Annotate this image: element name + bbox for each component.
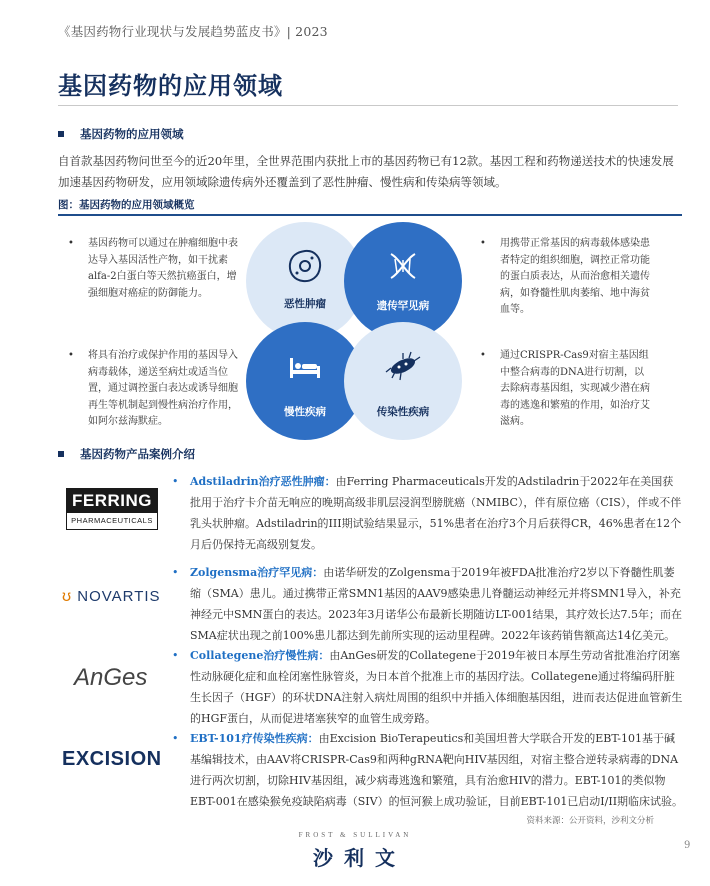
title-divider — [58, 105, 678, 106]
case-text: 由AnGes研发的Collategene于2019年被日本厚生劳动省批准治疗闭塞性动脉硬化症和血栓闭塞性脉管炎，为日本首个批准上市的基因疗法。Collategene通过将编码肝脏生长因子（HGF）的环状DNA注射入病灶周围的组织中并插入体细胞基因组，进而表达促进血管新生的HGF蛋白，从而促进堵塞狭窄的血管生成旁路。 — [190, 649, 683, 725]
bullet-text: 将具有治疗或保护作用的基因导入病毒载体，递送至病灶或适当位置，通过调控蛋白表达或诱导细胞再生等机制起到慢性病治疗作用，如阿尔兹海默症。 — [88, 350, 238, 427]
source-note: 资料来源：公开资料，沙利文分析 — [526, 816, 654, 826]
anges-logo: AnGes — [74, 664, 148, 691]
novartis-flame-icon: ʊ — [62, 588, 73, 605]
ferring-logo — [66, 488, 158, 530]
square-bullet-icon — [58, 451, 64, 457]
bullet-infectious — [480, 348, 652, 431]
figure-divider — [58, 214, 682, 216]
brand-english: FROST & SULLIVAN — [298, 831, 412, 839]
bullet-chronic — [68, 348, 240, 431]
bullet-dot-icon: • — [480, 350, 486, 361]
page-title: 基因药物的应用领域 — [58, 71, 283, 100]
case-zolgensma — [172, 562, 684, 646]
bacteria-icon — [383, 346, 423, 386]
logo-text: FERRING — [67, 489, 157, 513]
section-heading-applications — [58, 126, 184, 142]
case-text: 由诺华研发的Zolgensma于2019年被FDA批准治疗2岁以下脊髓性肌萎缩（SMA）患儿。通过携带正常SMN1基因的AAV9感染患儿脊髓运动神经元并将SMN1导入，补充神经元中SMN蛋白的表达。2023年3月诺华公布最新长期随访LT-001结果，其疗效长达7.5年；而在SMA症状出现之前100%患儿都达到先前所实现的运动里程碑。2022年该药销售额高达14亿美元。 — [190, 566, 682, 642]
case-highlight: EBT-101疗传染性疾病： — [190, 732, 319, 745]
logo-subtext: PHARMACEUTICALS — [71, 516, 153, 525]
dna-icon — [383, 246, 423, 286]
excision-logo: EXCISION — [62, 748, 162, 770]
document-header: 《基因药物行业现状与发展趋势蓝皮书》| 2023 — [58, 24, 328, 39]
bullet-dot-icon: • — [172, 732, 179, 745]
section-heading-cases — [58, 446, 195, 462]
bullet-text: 通过CRISPR-Cas9对宿主基因组中整合病毒的DNA进行切割，以去除病毒基因组，实现减少潜在病毒的逃逸和繁殖的作用，如治疗艾滋病。 — [500, 350, 650, 427]
bullet-dot-icon: • — [68, 238, 74, 249]
case-text: 由Excision BioTerapeutics和美国坦普大学联合开发的EBT-101基于碱基编辑技术，由AAV将CRISPR-Cas9和两种gRNA靶向HIV基因组，对宿主整合逆转录病毒的DNA进行两次切割，切除HIV基因组，减少病毒逃逸和繁殖，具有治愈HIV的潜力。EBT-101的类似物EBT-001在感染猴免疫缺陷病毒（SIV）的恒河猴上成功验证，目前EBT-101已启动I/II期临床试验。 — [190, 732, 684, 808]
hospital-bed-icon — [285, 346, 325, 386]
circle-label: 恶性肿瘤 — [284, 298, 326, 310]
case-highlight: Zolgensma治疗罕见病： — [190, 566, 324, 579]
bullet-text: 基因药物可以通过在肿瘤细胞中表达导入基因活性产物，如干扰素alfa-2白蛋白等天然抗癌蛋白，增强细胞对癌症的防御能力。 — [88, 238, 238, 299]
circle-label: 传染性疾病 — [376, 406, 430, 418]
intro-paragraph: 自首款基因药物问世至今的近20年里，全世界范围内获批上市的基因药物已有12款。基因工程和药物递送技术的快速发展加速基因药物研发，应用领域除遗传病外还覆盖到了恶性肿瘤、慢性病和传染病等领域。 — [58, 154, 674, 189]
brand-chinese: 沙 利 文 — [313, 846, 397, 870]
circle-label: 慢性疾病 — [284, 406, 326, 418]
case-ebt101 — [172, 728, 684, 812]
novartis-logo — [62, 588, 161, 606]
bullet-dot-icon: • — [172, 649, 179, 662]
bullet-tumor — [68, 236, 240, 302]
case-text: 由Ferring Pharmaceuticals开发的Adstiladrin于2022年在美国获批用于治疗卡介苗无响应的晚期高级非肌层浸润型膀胱癌（NMIBC），伴有原位癌（CIS），伴或不伴乳头状肿瘤。Adstiladrin的III期试验结果显示，51%患者在治疗3个月后获得CR，46%患者在12个月后仍保持无高级别复发。 — [190, 475, 682, 551]
case-adstiladrin — [172, 471, 684, 555]
page-number: 9 — [684, 840, 691, 851]
case-collategene — [172, 645, 684, 729]
bullet-genetic — [480, 236, 652, 319]
bullet-dot-icon: • — [172, 566, 179, 579]
circle-infectious — [344, 322, 462, 440]
case-highlight: Adstiladrin治疗恶性肿瘤： — [190, 475, 336, 488]
bullet-dot-icon: • — [172, 475, 179, 488]
bullet-dot-icon: • — [68, 350, 74, 361]
bullet-text: 用携带正常基因的病毒载体感染患者特定的组织细胞，调控正常功能的蛋白质表达，从而治愈相关遗传病，如脊髓性肌肉萎缩、地中海贫血等。 — [500, 238, 650, 315]
section-heading-text: 基因药物产品案例介绍 — [80, 447, 195, 461]
bullet-dot-icon: • — [480, 238, 486, 249]
square-bullet-icon — [58, 131, 64, 137]
figure-caption: 图：基因药物的应用领域概览 — [58, 199, 195, 211]
logo-text: NOVARTIS — [77, 588, 161, 605]
section-heading-text: 基因药物的应用领域 — [80, 127, 184, 141]
cell-icon — [285, 246, 325, 286]
circle-label: 遗传罕见病 — [376, 300, 430, 312]
case-highlight: Collategene治疗慢性病： — [190, 649, 330, 662]
